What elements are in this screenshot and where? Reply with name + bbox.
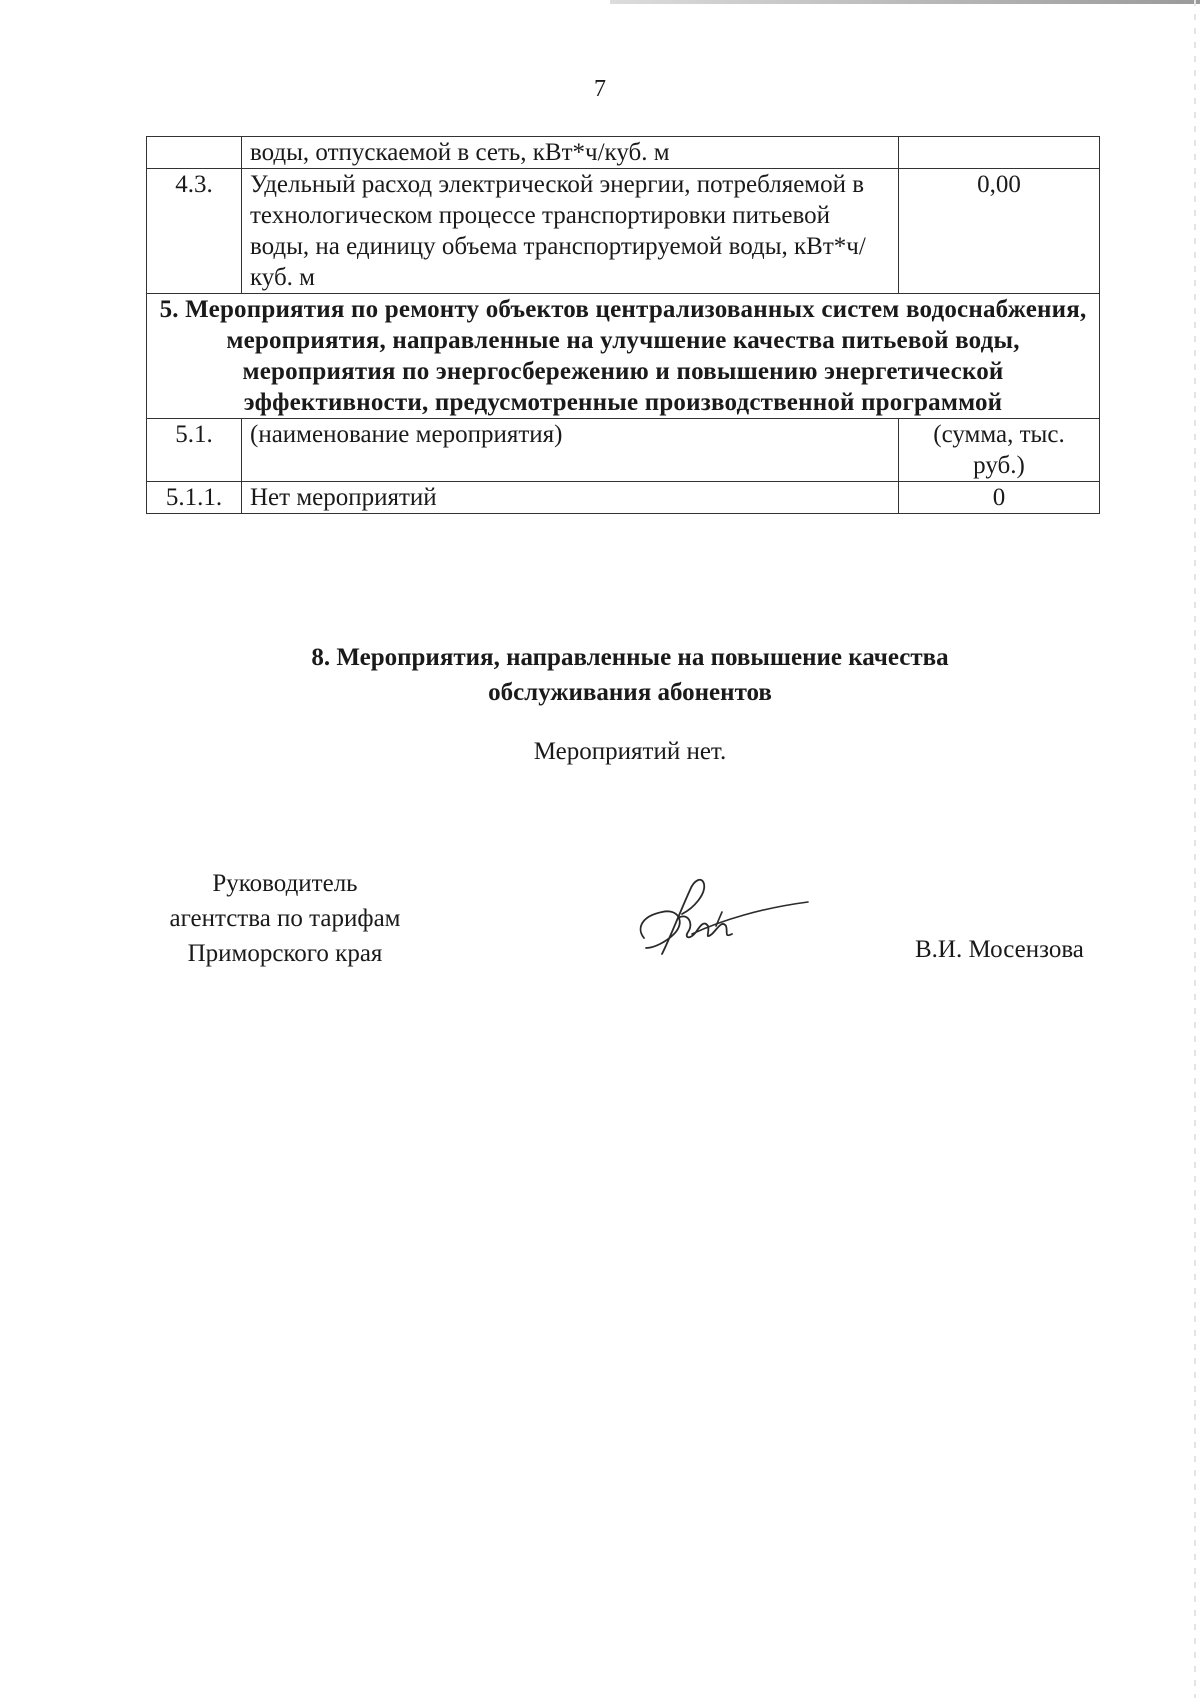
row-number: 4.3. bbox=[147, 169, 242, 294]
section-8-title-text: 8. Мероприятия, направленные на повышение качества обслуживания абонентов bbox=[311, 644, 949, 706]
table-row bbox=[147, 482, 1100, 514]
row-value bbox=[899, 137, 1100, 169]
signatory-position bbox=[140, 866, 430, 971]
page-number: 7 bbox=[594, 76, 606, 102]
table-row bbox=[147, 169, 1100, 294]
signatory-position-line: агентства по тарифам bbox=[169, 905, 401, 932]
row-value: (сумма, тыс. руб.) bbox=[899, 419, 1100, 482]
row-description: Нет мероприятий bbox=[242, 482, 899, 514]
signatory-position-line: Приморского края bbox=[187, 940, 383, 967]
section-5-header-row bbox=[147, 294, 1100, 419]
section-5-title: 5. Мероприятия по ремонту объектов централизованных систем водоснабжения, мероприятия, направленные на улучшение качества питьевой воды, мероприятия по энергосбережению и повышению энергетической эффективности, предусмотренные производственной программой bbox=[147, 294, 1100, 419]
row-description: (наименование мероприятия) bbox=[242, 419, 899, 482]
scan-edge-top bbox=[610, 0, 1200, 4]
section-8-text: Мероприятий нет. bbox=[533, 738, 727, 765]
table-row bbox=[147, 419, 1100, 482]
section-8-title bbox=[0, 640, 1200, 710]
row-description: воды, отпускаемой в сеть, кВт*ч/куб. м bbox=[242, 137, 899, 169]
signatory-position-line: Руководитель bbox=[212, 870, 358, 897]
row-number: 5.1. bbox=[147, 419, 242, 482]
signatory-name: В.И. Мосензова bbox=[915, 936, 1084, 963]
row-number bbox=[147, 137, 242, 169]
row-value: 0 bbox=[899, 482, 1100, 514]
row-description: Удельный расход электрической энергии, потребляемой в технологическом процессе транспортировки питьевой воды, на единицу объема транспортируемой воды, кВт*ч/куб. м bbox=[242, 169, 899, 294]
table-row bbox=[147, 137, 1100, 169]
row-value: 0,00 bbox=[899, 169, 1100, 294]
indicators-table bbox=[146, 136, 1100, 514]
scan-edge-right bbox=[1194, 0, 1196, 1698]
handwritten-signature bbox=[632, 868, 812, 964]
row-number: 5.1.1. bbox=[147, 482, 242, 514]
